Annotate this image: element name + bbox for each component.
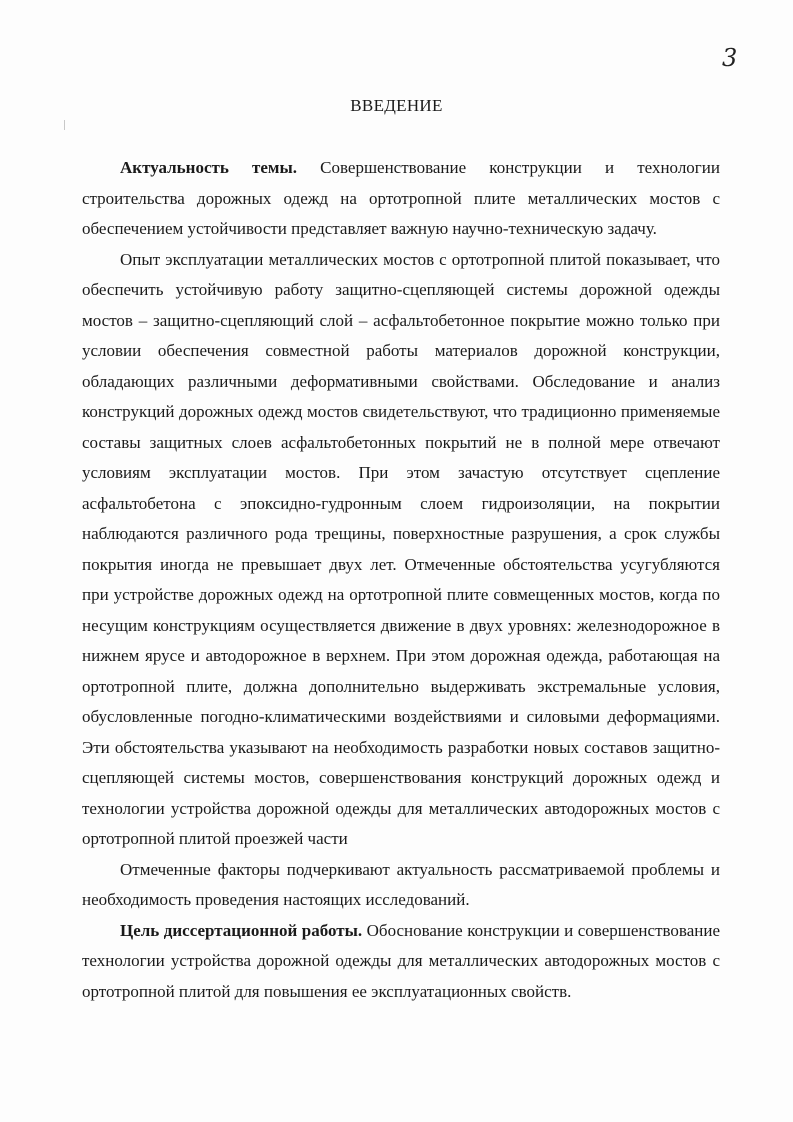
paragraph-factors (82, 855, 720, 916)
paragraph-relevance (82, 153, 720, 245)
body-text (82, 153, 720, 1007)
paragraph-goal (82, 916, 720, 1008)
paragraph-text: Отмеченные факторы подчеркивают актуальность рассматриваемой проблемы и необходимость проведения настоящих исследований. (82, 859, 720, 909)
paragraph-text: Обоснование конструкции и совершенствование технологии устройства дорожной одежды для металлических автодорожных мостов с ортотропной плитой для повышения ее эксплуатационных свойств. (82, 920, 720, 1001)
paragraph-experience (82, 245, 720, 855)
page-number: 3 (722, 44, 738, 72)
paragraph-text: Опыт эксплуатации металлических мостов с ортотропной плитой показывает, что обеспечить устойчивую работу защитно-сцепляющей системы дорожной одежды мостов – защитно-сцепляющий слой – асфальтобетонное покрытие можно только при условии обеспечения совместной работы материалов дорожной конструкции, обладающих различными деформативными свойствами. Обследование и анализ конструкций дорожных одежд мостов свидетельствуют, что традиционно применяемые составы защитных слоев асфальтобетонных покрытий не в полной мере отвечают условиям эксплуатации мостов. При этом зачастую отсутствует сцепление асфальтобетона с эпоксидно-гудронным слоем гидроизоляции, на покрытии наблюдаются различного рода трещины, поверхностные разрушения, а срок службы покрытия иногда не превышает двух лет. Отмеченные обстоятельства усугубляются при устройстве дорожных одежд на ортотропной плите совмещенных мостов, когда по несущим конструкциям осуществляется движение в двух уровнях: железнодорожное в нижнем ярусе и автодорожное в верхнем. При этом дорожная одежда, работающая на ортотропной плите, должна дополнительно выдерживать экстремальные условия, обусловленные погодно-климатическими воздействиями и силовыми деформациями. Эти обстоятельства указывают на необходимость разработки новых составов защитно-сцепляющей системы мостов, совершенствования конструкций дорожных одежд и технологии устройства дорожной одежды для металлических автодорожных мостов с ортотропной плитой проезжей части (82, 249, 720, 848)
scan-mark (64, 120, 65, 130)
page-title: ВВЕДЕНИЕ (350, 96, 443, 115)
paragraph-lead: Актуальность темы. (120, 158, 297, 177)
paragraph-text: Совершенствование конструкции и технологии строительства дорожных одежд на ортотропной плите металлических мостов с обеспечением устойчивости представляет важную научно-техническую задачу. (82, 158, 720, 238)
paragraph-lead: Цель диссертационной работы. (120, 920, 363, 940)
